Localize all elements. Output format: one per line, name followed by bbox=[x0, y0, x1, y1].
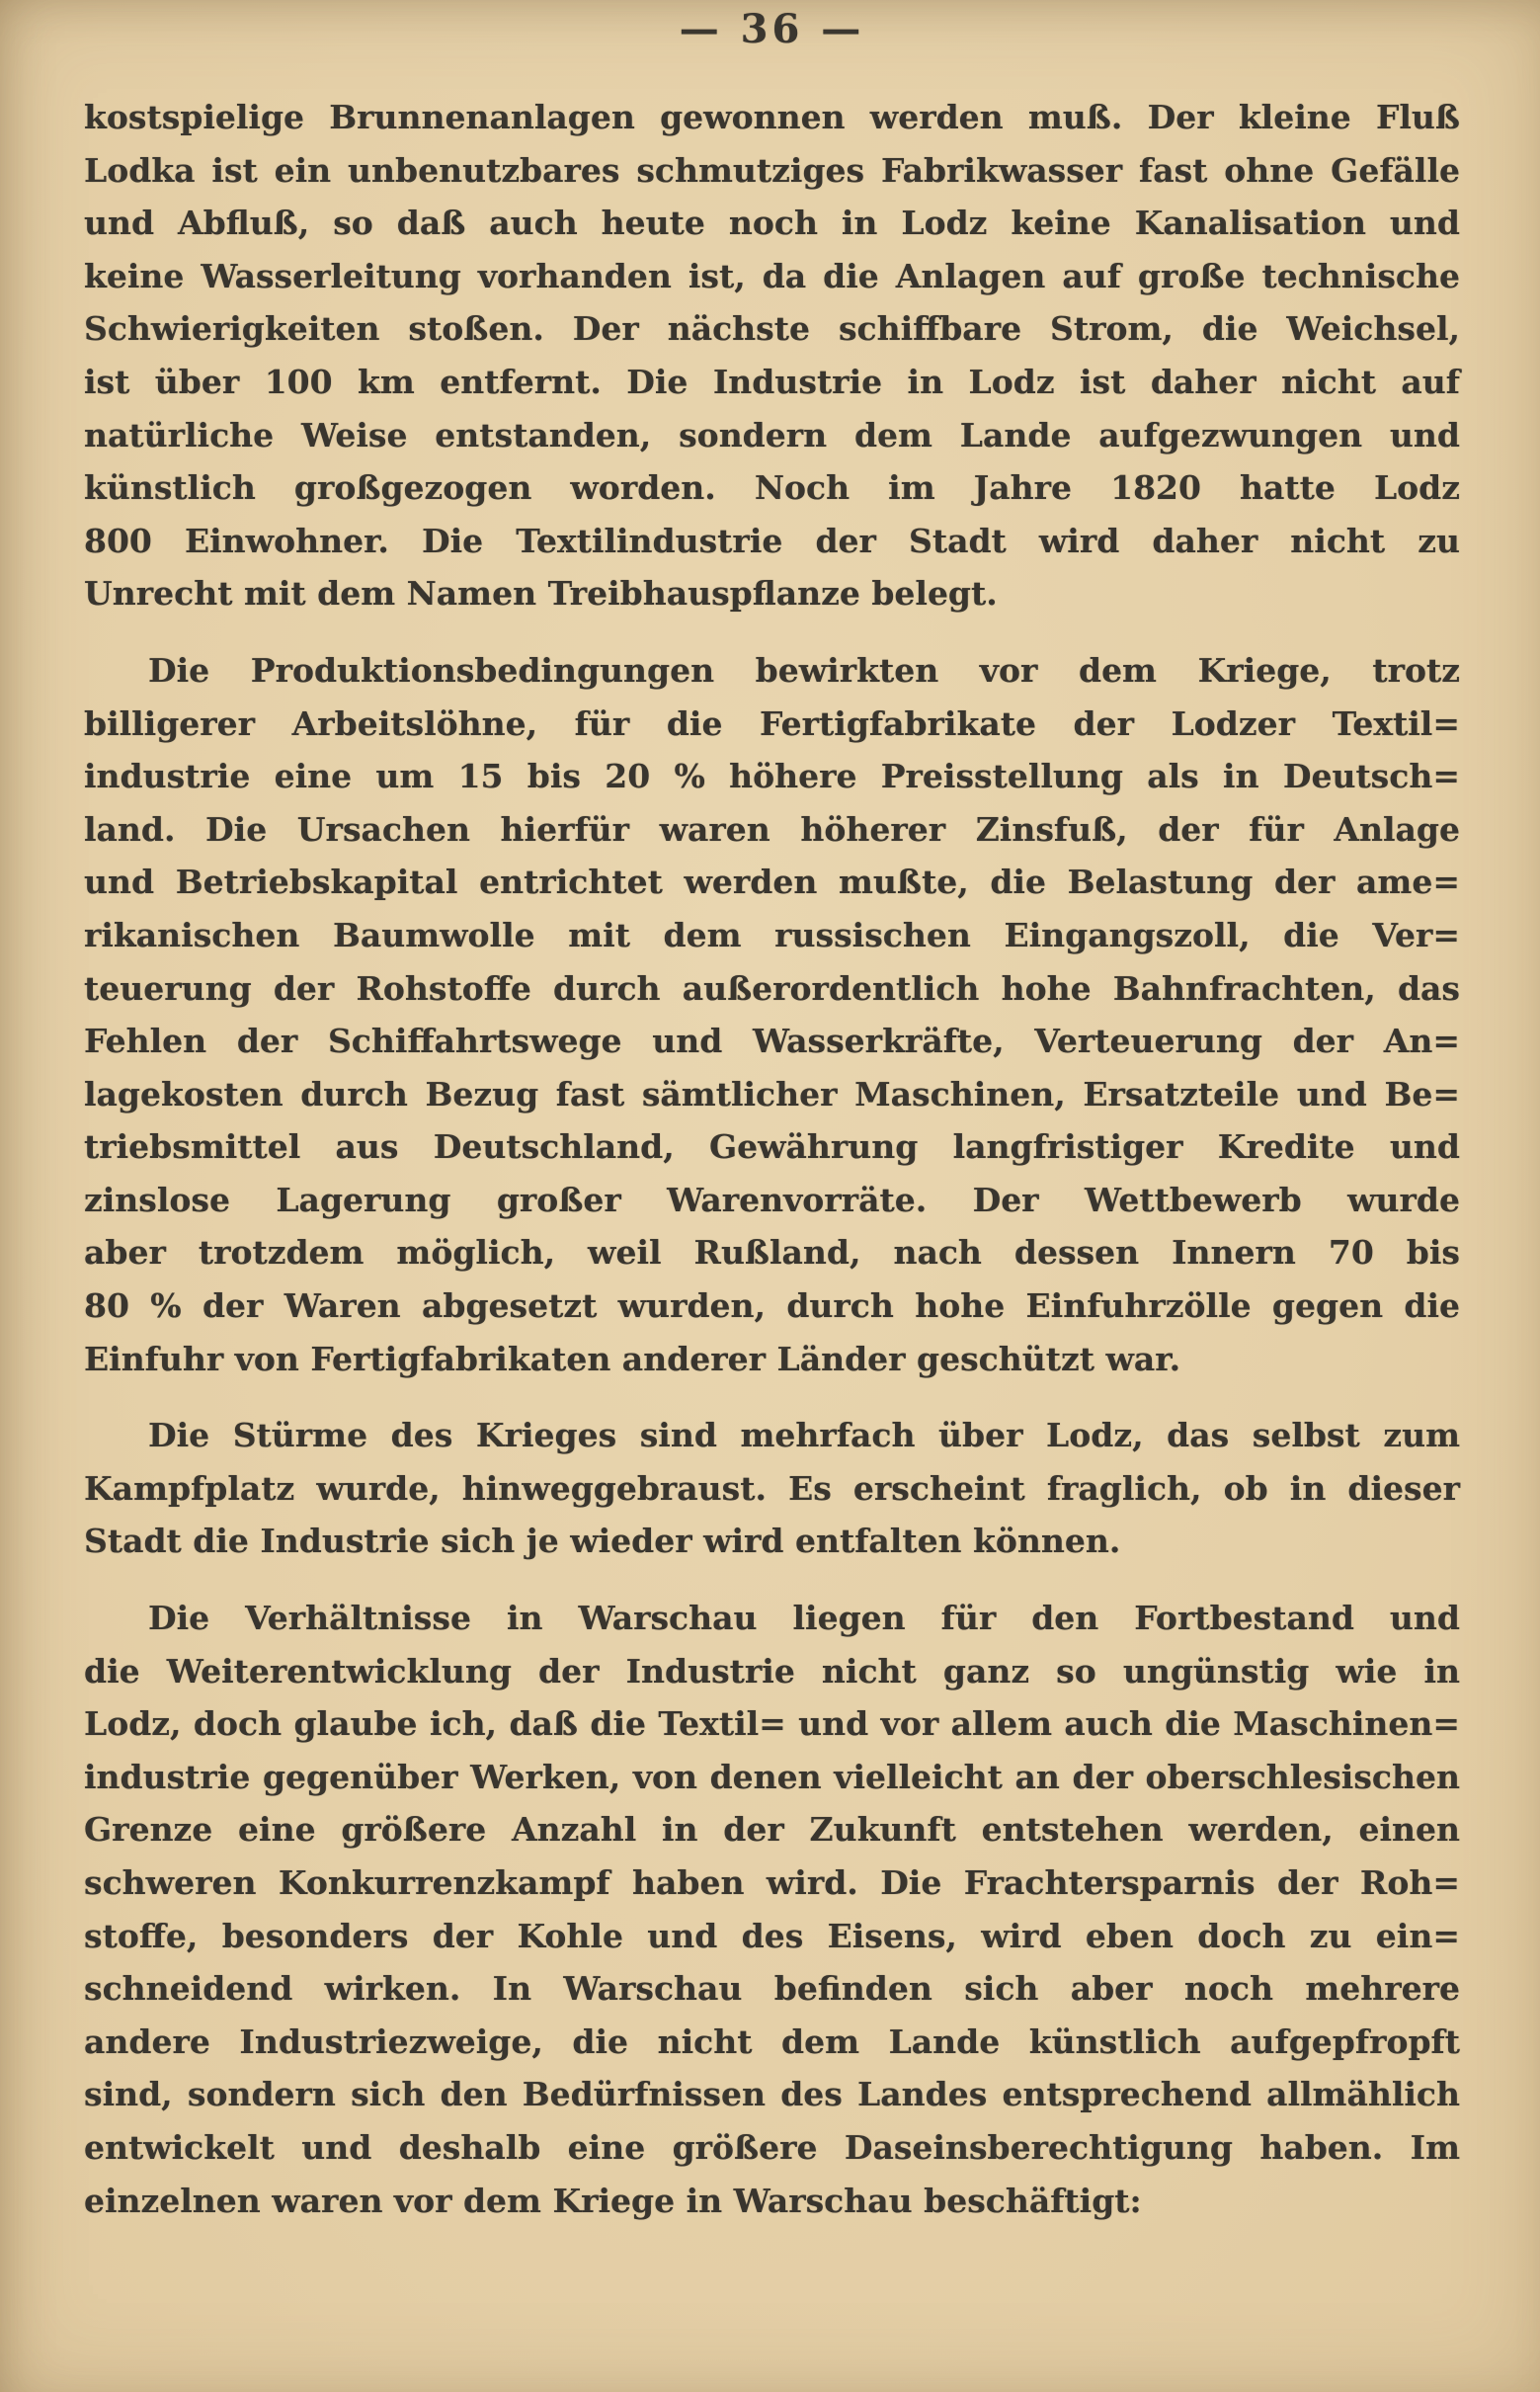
text-line: andere Industriezweige, die nicht dem Lande künstlich aufgepfropft bbox=[84, 2021, 1460, 2061]
text-line: und Betriebskapital entrichtet werden mußte, die Belastung der ame= bbox=[84, 863, 1460, 902]
text-block bbox=[84, 91, 1460, 2227]
text-line: stoffe, besonders der Kohle und des Eisens, wird eben doch zu ein= bbox=[84, 1916, 1460, 1955]
text-line: Lodka ist ein unbenutzbares schmutziges Fabrikwasser fast ohne Gefälle bbox=[84, 150, 1460, 190]
text-line: Kampfplatz wurde, hinweggebraust. Es erscheint fraglich, ob in dieser bbox=[84, 1468, 1460, 1508]
text-line: rikanischen Baumwolle mit dem russischen Eingangszoll, die Ver= bbox=[84, 915, 1460, 954]
text-line: künstlich großgezogen worden. Noch im Jahre 1820 hatte Lodz bbox=[84, 468, 1460, 508]
text-line: natürliche Weise entstanden, sondern dem Lande aufgezwungen und bbox=[84, 415, 1460, 454]
text-line: ist über 100 km entfernt. Die Industrie in Lodz ist daher nicht auf bbox=[84, 362, 1460, 401]
text-line: Stadt die Industrie sich je wieder wird entfalten können. bbox=[84, 1522, 1121, 1561]
text-line: zinslose Lagerung großer Warenvorräte. Der Wettbewerb wurde bbox=[84, 1180, 1460, 1219]
text-line: Die Stürme des Krieges sind mehrfach über Lodz, das selbst zum bbox=[148, 1416, 1460, 1455]
text-line: entwickelt und deshalb eine größere Daseinsberechtigung haben. Im bbox=[84, 2127, 1460, 2167]
text-line: Lodz, doch glaube ich, daß die Textil= und vor allem auch die Maschinen= bbox=[84, 1704, 1460, 1744]
text-line: sind, sondern sich den Bedürfnissen des Landes entsprechend allmählich bbox=[84, 2075, 1460, 2114]
text-line: industrie eine um 15 bis 20 % höhere Preisstellung als in Deutsch= bbox=[84, 757, 1460, 796]
paragraph bbox=[84, 1409, 1460, 1568]
page-number: — 36 — bbox=[679, 6, 865, 52]
text-line: 800 Einwohner. Die Textilindustrie der Stadt wird daher nicht zu bbox=[84, 521, 1460, 560]
text-line: schneidend wirken. In Warschau befinden sich aber noch mehrere bbox=[84, 1969, 1460, 2009]
text-line: kostspielige Brunnenanlagen gewonnen werden muß. Der kleine Fluß bbox=[84, 98, 1460, 136]
paragraph bbox=[84, 91, 1460, 620]
text-line: schweren Konkurrenzkampf haben wird. Die Frachtersparnis der Roh= bbox=[84, 1863, 1460, 1902]
text-line: lagekosten durch Bezug fast sämtlicher Maschinen, Ersatzteile und Be= bbox=[84, 1074, 1460, 1114]
text-line: Fehlen der Schiffahrtswege und Wasserkräfte, Verteuerung der An= bbox=[84, 1022, 1460, 1061]
text-line: triebsmittel aus Deutschland, Gewährung langfristiger Kredite und bbox=[84, 1127, 1460, 1167]
text-line: aber trotzdem möglich, weil Rußland, nach dessen Innern 70 bis bbox=[84, 1233, 1460, 1273]
paragraph bbox=[84, 1592, 1460, 2227]
text-line: 80 % der Waren abgesetzt wurden, durch hohe Einfuhrzölle gegen die bbox=[84, 1286, 1460, 1326]
text-line: Grenze eine größere Anzahl in der Zukunft entstehen werden, einen bbox=[84, 1810, 1460, 1850]
text-line: Einfuhr von Fertigfabrikaten anderer Länder geschützt war. bbox=[84, 1339, 1181, 1378]
text-line: billigerer Arbeitslöhne, für die Fertigfabrikate der Lodzer Textil= bbox=[84, 703, 1460, 743]
text-line: teuerung der Rohstoffe durch außerordentlich hohe Bahnfrachten, das bbox=[84, 968, 1460, 1008]
text-line: und Abfluß, so daß auch heute noch in Lodz keine Kanalisation und bbox=[84, 204, 1460, 243]
text-line: industrie gegenüber Werken, von denen vielleicht an der oberschlesischen bbox=[84, 1757, 1460, 1796]
text-line: Die Produktionsbedingungen bewirkten vor dem Kriege, trotz bbox=[148, 650, 1460, 690]
text-line: Unrecht mit dem Namen Treibhauspflanze belegt. bbox=[84, 574, 998, 614]
text-line: Die Verhältnisse in Warschau liegen für den Fortbestand und bbox=[148, 1599, 1460, 1638]
text-line: die Weiterentwicklung der Industrie nicht ganz so ungünstig wie in bbox=[84, 1651, 1460, 1691]
text-line: land. Die Ursachen hierfür waren höherer Zinsfuß, der für Anlage bbox=[84, 809, 1460, 849]
text-line: einzelnen waren vor dem Kriege in Warschau beschäftigt: bbox=[84, 2181, 1142, 2220]
paragraph bbox=[84, 644, 1460, 1385]
text-line: Schwierigkeiten stoßen. Der nächste schiffbare Strom, die Weichsel, bbox=[84, 309, 1460, 349]
text-line: keine Wasserleitung vorhanden ist, da die Anlagen auf große technische bbox=[84, 256, 1460, 295]
